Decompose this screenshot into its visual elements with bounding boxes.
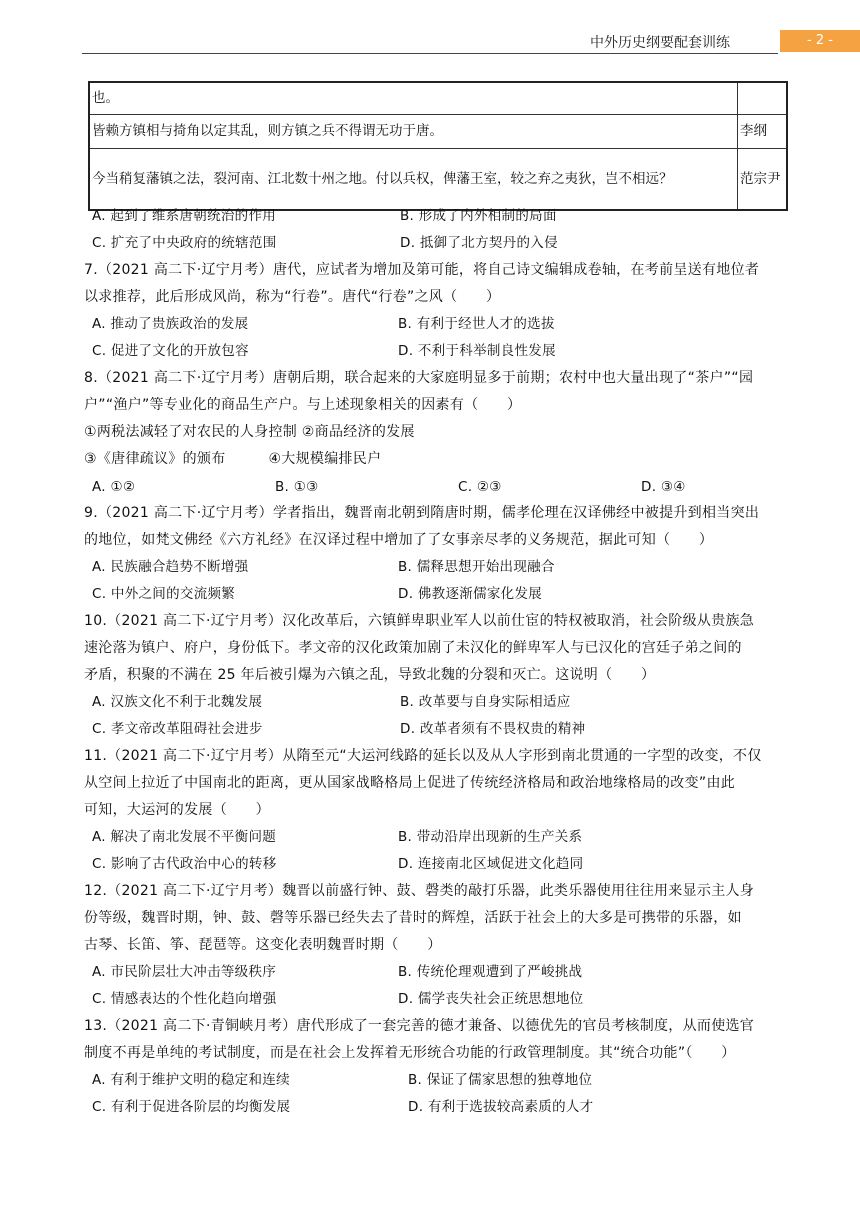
q7-option-b: B. 有利于经世人才的选拔 [398, 316, 555, 332]
q10-stem-line-1: 10.（2021 高二下·辽宁月考）汉化改革后，六镇鲜卑职业军人以前仕宦的特权被取消，社会阶级从贵族急 [84, 613, 755, 629]
q8-item-line-2: ③《唐律疏议》的颁布 ④大规模编排民户 [84, 451, 382, 467]
q10-option-b: B. 改革要与自身实际相适应 [400, 694, 571, 710]
q10-stem-line-2: 速沦落为镇户、府户，身份低下。孝文帝的汉化政策加剧了未汉化的鲜卑军人与已汉化的宫廷子弟之间的 [84, 640, 742, 656]
q13-option-d: D. 有利于选拔较高素质的人才 [408, 1099, 594, 1115]
q7-option-c: C. 促进了文化的开放包容 [92, 343, 249, 359]
page-header [0, 0, 860, 55]
q10-stem-line-3: 矛盾，积聚的不满在 25 年后被引爆为六镇之乱，导致北魏的分裂和灭亡。这说明（ ） [84, 667, 656, 683]
q12-option-b: B. 传统伦理观遭到了严峻挑战 [398, 964, 583, 980]
q6-option-b: B. 形成了内外相制的局面 [400, 208, 557, 224]
q11-option-c: C. 影响了古代政治中心的转移 [92, 856, 277, 872]
page-number-badge: - 2 - [780, 30, 860, 52]
q12-stem-line-1: 12.（2021 高二下·辽宁月考）魏晋以前盛行钟、鼓、磬类的敲打乐器，此类乐器使用往往用来显示主人身 [84, 883, 755, 899]
q13-stem-line-2: 制度不再是单纯的考试制度，而是在社会上发挥着无形统合功能的行政管理制度。其“统合功能”（ ） [84, 1045, 736, 1061]
q9-option-b: B. 儒释思想开始出现融合 [398, 559, 555, 575]
table-row [89, 82, 787, 115]
q8-option-b: B. ①③ [275, 479, 319, 495]
q11-option-a: A. 解决了南北发展不平衡问题 [92, 829, 277, 845]
header-rule [82, 53, 778, 54]
q9-option-a: A. 民族融合趋势不断增强 [92, 559, 249, 575]
q9-option-c: C. 中外之间的交流频繁 [92, 586, 236, 602]
q9-option-d: D. 佛教逐渐儒家化发展 [398, 586, 543, 602]
table-cell-text: 今当稍复藩镇之法，裂河南、江北数十州之地。付以兵权，俾藩王室，较之弃之夷狄，岂不相远？ [89, 149, 738, 211]
q13-stem-line-1: 13.（2021 高二下·青铜峡月考）唐代形成了一套完善的德才兼备、以德优先的官员考核制度，从而使选官 [84, 1018, 755, 1034]
header-title: 中外历史纲要配套训练 [590, 35, 730, 51]
q8-stem-line-1: 8.（2021 高二下·辽宁月考）唐朝后期，联合起来的大家庭明显多于前期；农村中也大量出现了“茶户”“园 [84, 370, 754, 386]
q8-option-d: D. ③④ [641, 479, 686, 495]
q10-option-d: D. 改革者须有不畏权贵的精神 [400, 721, 586, 737]
q12-option-a: A. 市民阶层壮大冲击等级秩序 [92, 964, 277, 980]
q12-option-d: D. 儒学丧失社会正统思想地位 [398, 991, 584, 1007]
q11-stem-line-3: 可知，大运河的发展（ ） [84, 802, 270, 818]
q9-stem-line-2: 的地位，如梵文佛经《六方礼经》在汉译过程中增加了了女事亲尽孝的义务规范，据此可知（ ） [84, 532, 714, 548]
q10-option-c: C. 孝文帝改革阻碍社会进步 [92, 721, 263, 737]
q6-option-a: A. 起到了维系唐朝统治的作用 [92, 208, 277, 224]
table-cell-text: 皆赖方镇相与掎角以定其乱，则方镇之兵不得谓无功于唐。 [89, 115, 738, 149]
q6-option-c: C. 扩充了中央政府的统辖范围 [92, 235, 277, 251]
q12-stem-line-3: 古琴、长笛、筝、琵琶等。这变化表明魏晋时期（ ） [84, 937, 442, 953]
q11-stem-line-2: 从空间上拉近了中国南北的距离，更从国家战略格局上促进了传统经济格局和政治地缘格局的改变”由此 [84, 775, 736, 791]
q7-option-a: A. 推动了贵族政治的发展 [92, 316, 249, 332]
q7-option-d: D. 不利于科举制良性发展 [398, 343, 556, 359]
q10-option-a: A. 汉族文化不利于北魏发展 [92, 694, 263, 710]
q11-option-d: D. 连接南北区域促进文化趋同 [398, 856, 584, 872]
q13-option-a: A. 有利于维护文明的稳定和连续 [92, 1072, 290, 1088]
table-cell-author [738, 82, 788, 115]
source-table [88, 81, 788, 211]
q8-option-a: A. ①② [92, 479, 136, 495]
q13-option-b: B. 保证了儒家思想的独尊地位 [408, 1072, 593, 1088]
table-row [89, 115, 787, 149]
q8-item-line-1: ①两税法减轻了对农民的人身控制 ②商品经济的发展 [84, 424, 415, 440]
q12-option-c: C. 情感表达的个性化趋向增强 [92, 991, 277, 1007]
q8-stem-line-2: 户”“渔户”等专业化的商品生产户。与上述现象相关的因素有（ ） [84, 397, 522, 413]
q8-option-c: C. ②③ [458, 479, 502, 495]
table-cell-text: 也。 [89, 82, 738, 115]
q7-stem-line-2: 以求推荐，此后形成风尚，称为“行卷”。唐代“行卷”之风（ ） [84, 289, 501, 305]
table-cell-author: 李纲 [738, 115, 788, 149]
table-row [89, 149, 787, 211]
q11-stem-line-1: 11.（2021 高二下·辽宁月考）从隋至元“大运河线路的延长以及从人字形到南北贯通的一字型的改变，不仅 [84, 748, 762, 764]
q6-option-d: D. 抵御了北方契丹的入侵 [400, 235, 558, 251]
q13-option-c: C. 有利于促进各阶层的均衡发展 [92, 1099, 291, 1115]
q12-stem-line-2: 份等级，魏晋时期，钟、鼓、磬等乐器已经失去了昔时的辉煌，活跃于社会上的大多是可携带的乐器，如 [84, 910, 742, 926]
q11-option-b: B. 带动沿岸出现新的生产关系 [398, 829, 583, 845]
q7-stem-line-1: 7.（2021 高二下·辽宁月考）唐代，应试者为增加及第可能，将自己诗文编辑成卷轴，在考前呈送有地位者 [84, 262, 760, 278]
table-cell-author: 范宗尹 [738, 149, 788, 211]
q9-stem-line-1: 9.（2021 高二下·辽宁月考）学者指出，魏晋南北朝到隋唐时期，儒孝伦理在汉译佛经中被提升到相当突出 [84, 505, 760, 521]
